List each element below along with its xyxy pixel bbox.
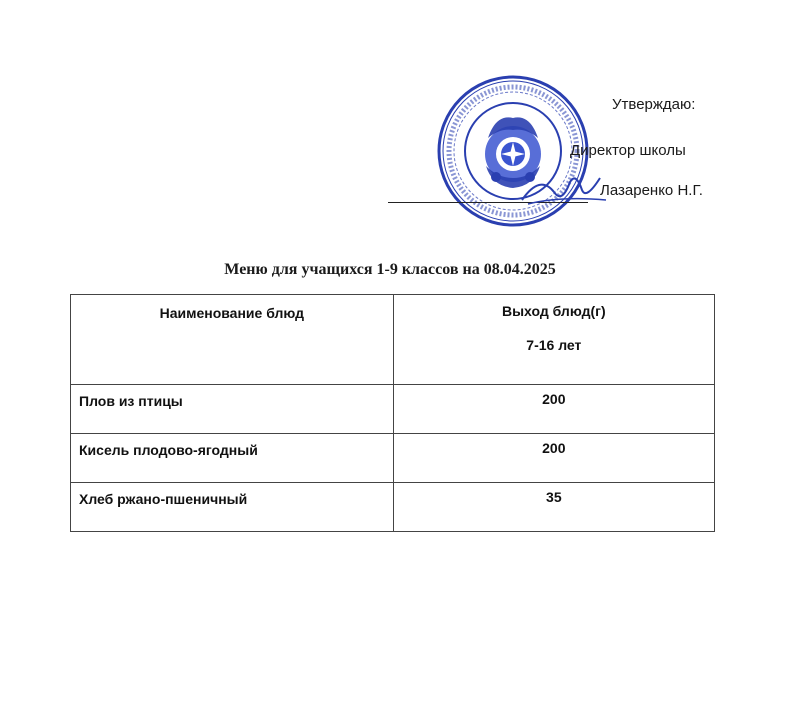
menu-title: Меню для учащихся 1-9 классов на 08.04.2025 [224, 261, 556, 278]
dish-output: 35 [393, 483, 714, 532]
dish-name: Плов из птицы [71, 385, 394, 434]
table-row [71, 385, 715, 434]
dish-name: Хлеб ржано-пшеничный [71, 483, 394, 532]
header-age-range: 7-16 лет [526, 337, 582, 353]
header-output [393, 295, 714, 385]
table-row [71, 483, 715, 532]
approval-title: Утверждаю: [612, 96, 696, 113]
approval-name: Лазаренко Н.Г. [600, 182, 703, 199]
dish-name: Кисель плодово-ягодный [71, 434, 394, 483]
signature [520, 170, 610, 210]
table-row [71, 434, 715, 483]
menu-table [70, 294, 715, 532]
header-output-label: Выход блюд(г) [501, 303, 606, 319]
dish-output: 200 [393, 434, 714, 483]
approval-block [0, 0, 797, 230]
table-header-row [71, 295, 715, 385]
approval-position: Директор школы [570, 142, 686, 159]
header-dish-name: Наименование блюд [71, 295, 394, 385]
dish-output: 200 [393, 385, 714, 434]
